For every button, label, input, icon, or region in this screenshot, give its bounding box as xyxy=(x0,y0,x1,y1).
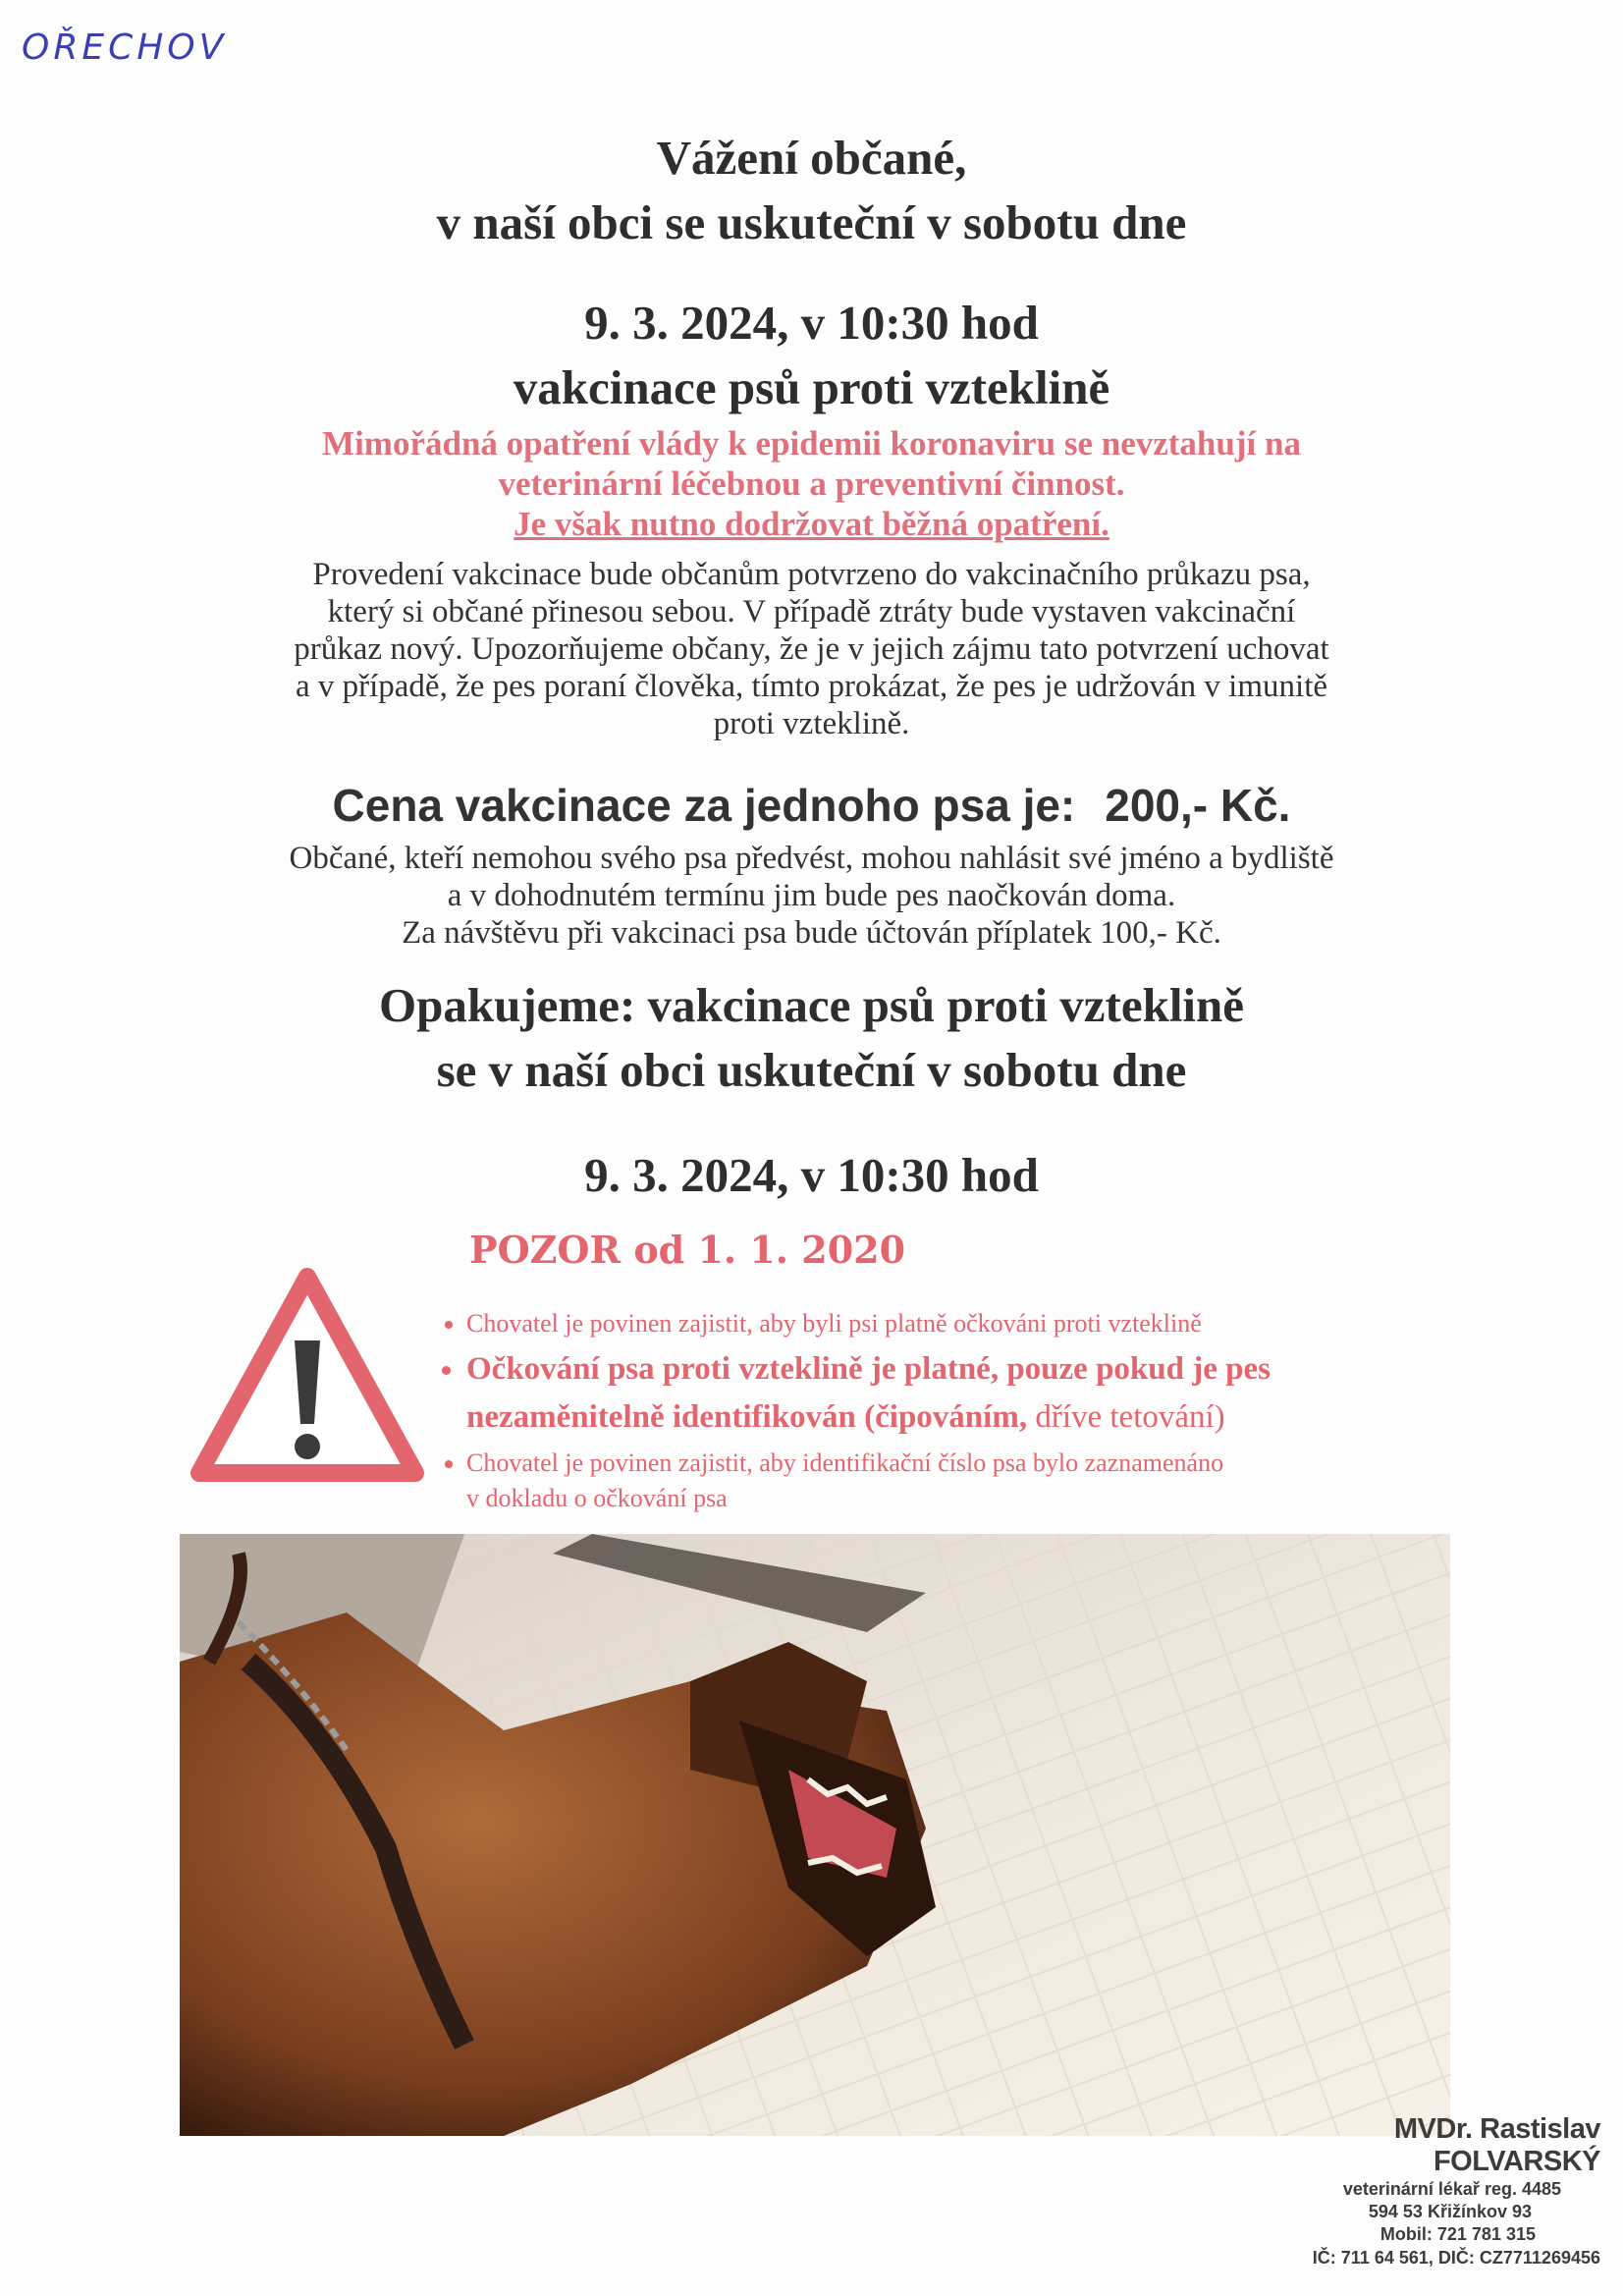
notice-line-1: Mimořádná opatření vlády k epidemii koronaviru se nevztahují na xyxy=(322,424,1301,463)
body-line-4: a v případě, že pes poraní člověka, tímto prokázat, že pes je udržován v imunitě xyxy=(295,669,1328,704)
veterinarian-stamp xyxy=(1227,2113,1600,2269)
repeat-line-2: se v naší obci uskuteční v sobotu dne xyxy=(436,1043,1187,1097)
home-visit-line-2: a v dohodnutém termínu jim bude pes naočkován doma. xyxy=(447,878,1176,913)
vaccination-info-paragraph xyxy=(0,556,1623,742)
notice-line-3: Je však nutno dodržovat běžná opatření. xyxy=(514,505,1109,543)
notice-line-2: veterinární léčebnou a preventivní činnost. xyxy=(498,465,1125,503)
price-amount: 200,- Kč. xyxy=(1105,780,1291,831)
warning-bullet-1-text: Chovatel je povinen zajistit, aby byli psi platně očkováni proti vzteklině xyxy=(466,1309,1202,1338)
greeting-heading xyxy=(0,126,1623,255)
announcement-line: v naší obci se uskuteční v sobotu dne xyxy=(436,195,1187,249)
repeat-line-1: Opakujeme: vakcinace psů proti vzteklině xyxy=(378,978,1245,1032)
warning-bullet-3-line-1: Chovatel je povinen zajistit, aby identifikační číslo psa bylo zaznamenáno xyxy=(466,1449,1224,1477)
event-date: 9. 3. 2024, v 10:30 hod xyxy=(584,296,1039,350)
body-line-5: proti vzteklině. xyxy=(713,706,910,741)
body-line-3: průkaz nový. Upozorňujeme občany, že je v jejich zájmu tato potvrzení uchovat xyxy=(294,631,1329,667)
stamp-ids: IČ: 711 64 561, DIČ: CZ7711269456 xyxy=(1312,2248,1600,2268)
warning-bullet-2-line-2-normal: dříve tetování) xyxy=(1035,1399,1225,1435)
home-visit-line-3: Za návštěvu při vakcinaci psa bude účtován příplatek 100,- Kč. xyxy=(402,915,1221,951)
home-visit-paragraph xyxy=(0,840,1623,952)
warning-bullet-2-line-2-bold: nezaměnitelně identifikován (čipováním, xyxy=(466,1399,1036,1435)
covid-notice xyxy=(0,423,1623,544)
greeting-line: Vážení občané, xyxy=(656,131,967,185)
handwritten-note: OŘECHOV xyxy=(22,27,228,68)
price-line xyxy=(0,779,1623,832)
warning-bullet-3 xyxy=(466,1446,1507,1516)
warning-bullet-1 xyxy=(466,1306,1507,1341)
warning-bullet-2-line-1: Očkování psa proti vzteklině je platné, pouze pokud je pes xyxy=(466,1351,1271,1387)
price-label: Cena vakcinace za jednoho psa je: xyxy=(332,780,1076,831)
body-line-1: Provedení vakcinace bude občanům potvrzeno do vakcinačního průkazu psa, xyxy=(312,557,1311,592)
snarling-dog-photo xyxy=(180,1534,1450,2136)
repeat-heading xyxy=(0,973,1623,1103)
stamp-role: veterinární lékař reg. 4485 xyxy=(1342,2179,1561,2199)
warning-triangle-icon xyxy=(189,1267,425,1485)
home-visit-line-1: Občané, kteří nemohou svého psa předvést, mohou nahlásit své jméno a bydliště xyxy=(289,841,1334,876)
event-title: vakcinace psů proti vzteklině xyxy=(513,360,1110,414)
body-line-2: který si občané přinesou sebou. V případě ztráty bude vystaven vakcinační xyxy=(327,594,1296,629)
warning-title: POZOR od 1. 1. 2020 xyxy=(469,1228,906,1272)
warning-list xyxy=(437,1306,1507,1516)
warning-bullet-3-line-2: v dokladu o očkování psa xyxy=(466,1484,728,1512)
warning-bullet-2 xyxy=(466,1345,1507,1442)
stamp-address: 594 53 Křižínkov 93 xyxy=(1368,2202,1532,2221)
stamp-mobile: Mobil: 721 781 315 xyxy=(1380,2224,1536,2244)
event-heading xyxy=(0,291,1623,420)
repeat-date: 9. 3. 2024, v 10:30 hod xyxy=(584,1148,1039,1202)
stamp-name: MVDr. Rastislav FOLVARSKÝ xyxy=(1393,2113,1600,2177)
